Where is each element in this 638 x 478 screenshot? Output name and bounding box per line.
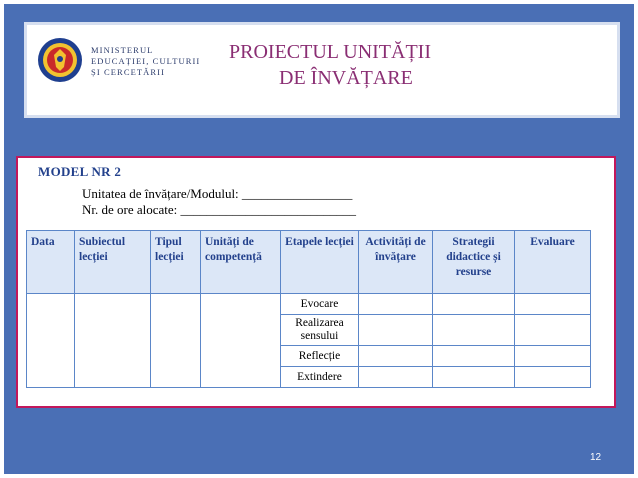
column-header: Etapele lecției xyxy=(281,231,359,294)
title-line-1: PROIECTUL UNITĂȚII xyxy=(229,41,432,63)
table-cell xyxy=(515,294,591,315)
page-number: 12 xyxy=(590,452,602,463)
table-cell xyxy=(433,367,515,388)
table-cell xyxy=(75,294,151,388)
column-header: Evaluare xyxy=(515,231,591,294)
table-cell xyxy=(359,294,433,315)
table-cell xyxy=(151,294,201,388)
model-document xyxy=(16,156,616,408)
table-cell xyxy=(515,315,591,346)
lesson-plan-table xyxy=(26,230,591,388)
column-header: Strategii didactice și resurse xyxy=(433,231,515,294)
table-cell xyxy=(27,294,75,388)
ministry-name xyxy=(91,45,200,78)
column-header: Subiectul lecției xyxy=(75,231,151,294)
title-line-2: DE ÎNVĂȚARE xyxy=(279,67,413,89)
table-cell xyxy=(359,367,433,388)
ministry-line-1: MINISTERUL xyxy=(91,45,154,55)
column-header: Data xyxy=(27,231,75,294)
table-cell xyxy=(359,346,433,367)
column-header: Activități de învățare xyxy=(359,231,433,294)
table-row xyxy=(27,294,591,315)
table-cell xyxy=(433,346,515,367)
table-header-row xyxy=(27,231,591,294)
column-header: Unități de competență xyxy=(201,231,281,294)
model-heading: MODEL NR 2 xyxy=(38,164,122,179)
table-cell xyxy=(433,315,515,346)
hours-line: Nr. de ore alocate: ___________________________ xyxy=(82,202,357,217)
stage-evocare: Evocare xyxy=(281,294,359,315)
table-cell xyxy=(433,294,515,315)
table-cell xyxy=(201,294,281,388)
stage-realizarea-sensului: Realizarea sensului xyxy=(281,315,359,346)
coat-of-arms-logo xyxy=(37,37,83,83)
slide-header xyxy=(24,22,620,118)
table-cell xyxy=(359,315,433,346)
slide-title xyxy=(229,39,431,91)
ministry-line-2: EDUCAȚIEI, CULTURII xyxy=(91,56,201,66)
slide xyxy=(4,4,634,474)
table-cell xyxy=(515,346,591,367)
unit-line: Unitatea de învățare/Modulul: _________________ xyxy=(82,186,353,201)
stage-extindere: Extindere xyxy=(281,367,359,388)
stage-reflectie: Reflecție xyxy=(281,346,359,367)
column-header: Tipul lecției xyxy=(151,231,201,294)
table-cell xyxy=(515,367,591,388)
ministry-line-3: ȘI CERCETĂRII xyxy=(91,67,166,77)
